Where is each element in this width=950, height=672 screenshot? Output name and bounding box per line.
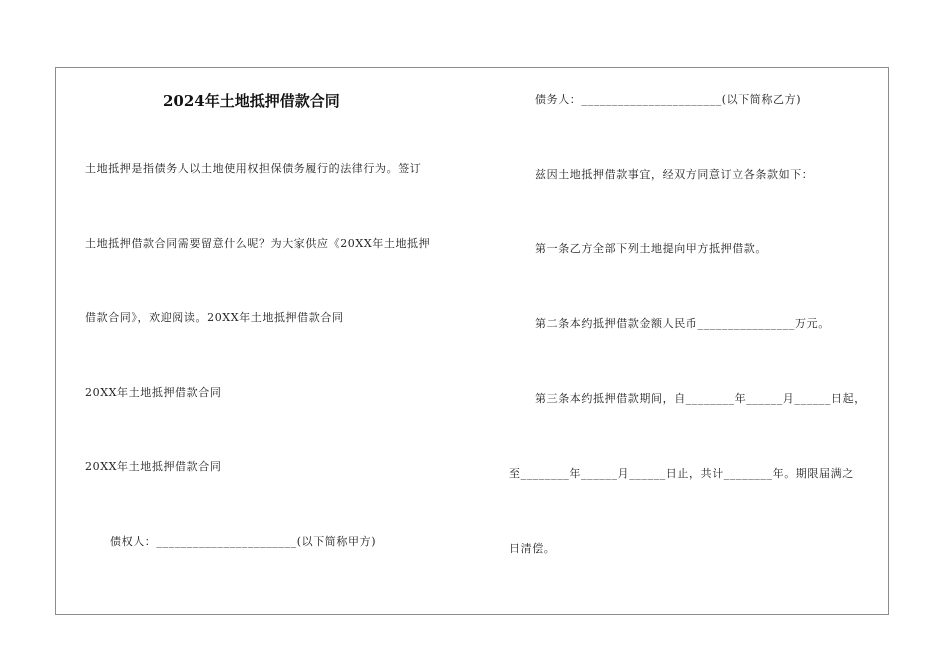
article-1-line: 第一条乙方全部下列土地提向甲方抵押借款。 bbox=[535, 242, 767, 255]
document-title: 2024年土地抵押借款合同 bbox=[163, 92, 340, 110]
creditor-line: 债权人：_______________________(以下简称甲方) bbox=[110, 535, 377, 548]
left-heading-line-1: 20XX年土地抵押借款合同 bbox=[85, 386, 222, 399]
preamble-line: 兹因土地抵押借款事宜，经双方同意订立各条款如下： bbox=[535, 168, 814, 181]
left-paragraph-line-1: 土地抵押是指债务人以土地使用权担保债务履行的法律行为。签订 bbox=[85, 162, 422, 175]
document-page bbox=[55, 67, 889, 615]
article-3-line-2: 至________年______月______日止，共计________年。期限届满之 bbox=[509, 467, 854, 480]
left-paragraph-line-2: 土地抵押借款合同需要留意什么呢？为大家供应《20XX年土地抵押 bbox=[85, 237, 431, 250]
article-3-line-3: 日清偿。 bbox=[509, 542, 556, 555]
article-2-line: 第二条本约抵押借款金额人民币________________万元。 bbox=[535, 317, 830, 330]
article-3-line-1: 第三条本约抵押借款期间，自________年______月______日起， bbox=[535, 392, 866, 405]
debtor-line: 债务人：_______________________(以下简称乙方) bbox=[535, 93, 802, 106]
left-paragraph-line-3: 借款合同》，欢迎阅读。20XX年土地抵押借款合同 bbox=[85, 311, 344, 324]
left-heading-line-2: 20XX年土地抵押借款合同 bbox=[85, 460, 222, 473]
